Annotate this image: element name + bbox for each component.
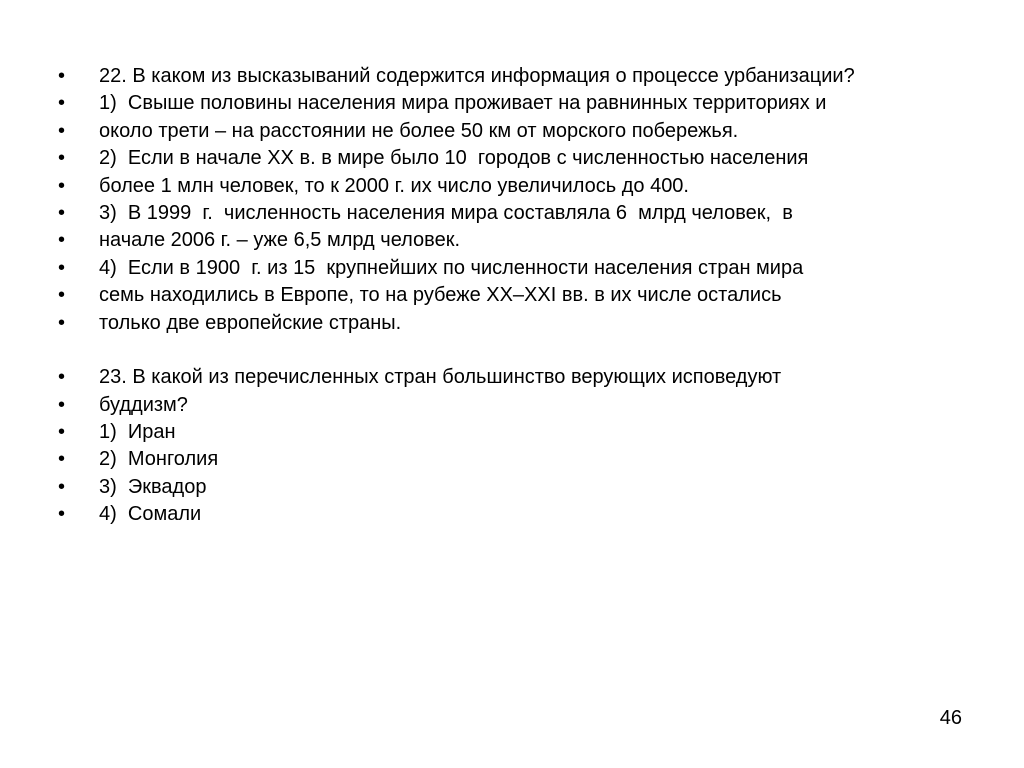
bullet-icon: • (58, 256, 66, 279)
list-item (58, 173, 988, 200)
list-item (58, 419, 988, 446)
bullet-icon: • (58, 147, 66, 170)
bullet-icon: • (58, 201, 66, 224)
bullet-icon: • (58, 119, 66, 142)
question-22-option-4-line-2: семь находились в Европе, то на рубеже XX–XXI вв. в их числе остались (99, 284, 782, 307)
question-23-title-line-2: буддизм? (99, 393, 188, 416)
question-22-option-4-line-1: 4) Если в 1900 г. из 15 крупнейших по численности населения стран мира (99, 256, 804, 279)
question-23-option-3: 3) Эквадор (99, 475, 207, 498)
bullet-icon: • (58, 311, 66, 334)
list-item (58, 282, 988, 309)
question-22-title: 22. В каком из высказываний содержится информация о процессе урбанизации? (99, 65, 855, 87)
question-22-option-3-line-1: 3) В 1999 г. численность населения мира составляла 6 млрд человек, в (99, 201, 793, 224)
list-item (58, 392, 988, 419)
bullet-icon: • (58, 475, 66, 498)
list-item (58, 501, 988, 528)
question-22-option-3-line-2: начале 2006 г. – уже 6,5 млрд человек. (99, 229, 460, 252)
question-23-option-4: 4) Сомали (99, 503, 202, 526)
list-item (58, 90, 988, 117)
question-22-option-4-line-3: только две европейские страны. (99, 311, 402, 334)
list-item (58, 364, 988, 391)
question-23-option-2: 2) Монголия (99, 448, 219, 471)
bullet-icon: • (58, 174, 66, 197)
bullet-icon: • (58, 65, 66, 87)
bullet-icon: • (58, 421, 66, 444)
bullet-icon: • (58, 503, 66, 526)
list-item (58, 145, 988, 172)
list-item (58, 200, 988, 227)
list-item (58, 227, 988, 254)
bullet-icon: • (58, 448, 66, 471)
list-item (58, 118, 988, 145)
bullet-icon: • (58, 92, 66, 115)
question-23-option-1: 1) Иран (99, 421, 176, 444)
question-22-option-1-line-1: 1) Свыше половины населения мира проживает на равнинных территориях и (99, 92, 827, 115)
question-22-option-2-line-1: 2) Если в начале XX в. в мире было 10 городов с численностью населения (99, 147, 809, 170)
question-list (58, 63, 988, 529)
bullet-icon: • (58, 229, 66, 252)
list-item (58, 255, 988, 282)
question-22-option-2-line-2: более 1 млн человек, то к 2000 г. их число увеличилось до 400. (99, 174, 689, 197)
page-number: 46 (939, 707, 962, 729)
bullet-icon: • (58, 393, 66, 416)
list-item (58, 474, 988, 501)
bullet-icon: • (58, 284, 66, 307)
bullet-icon: • (58, 366, 66, 389)
question-23-title-line-1: 23. В какой из перечисленных стран большинство верующих исповедуют (99, 366, 782, 389)
question-22-option-1-line-2: около трети – на расстоянии не более 50 км от морского побережья. (99, 119, 739, 142)
list-item (58, 63, 988, 90)
list-item (58, 446, 988, 473)
spacer (58, 337, 988, 364)
list-item (58, 310, 988, 337)
